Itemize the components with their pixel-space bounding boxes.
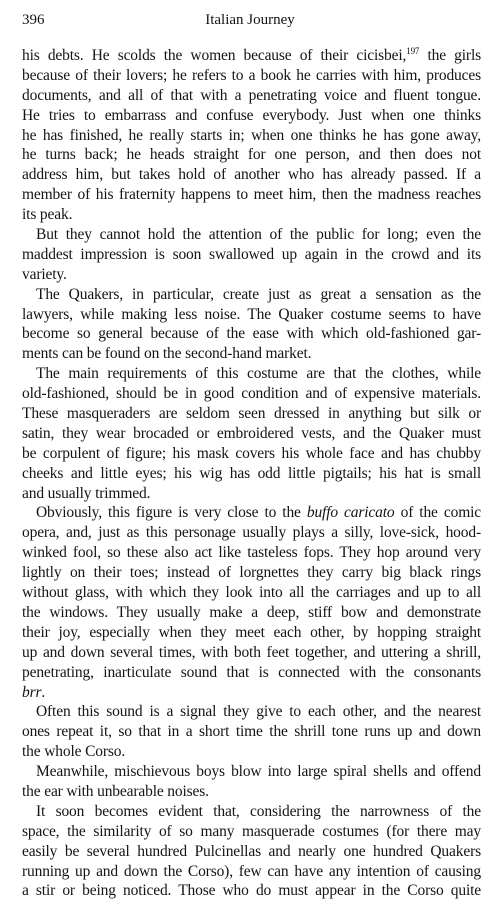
- text-line: [22, 145, 481, 165]
- text-line-content: address him, but takes hold of another who has already passed. If a: [22, 166, 481, 184]
- text-line-content: up and down several times, with both feet together, and uttering a shrill,: [22, 643, 481, 661]
- text-line: [22, 185, 481, 205]
- text-line-content: a stir or being noticed. Those who do must appear in the Corso quite: [22, 882, 481, 900]
- text-line: [22, 165, 481, 185]
- text-line-content: and usually trimmed.: [22, 484, 151, 502]
- text-line: [22, 424, 481, 444]
- text-line-continuation: .: [41, 683, 46, 701]
- text-line: [22, 742, 481, 762]
- text-line-content: It soon becomes evident that, considering the narrowness of the: [36, 802, 481, 820]
- text-line-continuation: the girls: [419, 47, 481, 64]
- text-line: [22, 643, 481, 663]
- text-line: [22, 344, 481, 364]
- text-line: [22, 324, 481, 344]
- text-line-content: penetrating, inarticulate sound that is connected with the consonants: [22, 663, 481, 681]
- text-line: [22, 881, 481, 901]
- text-line: [22, 862, 481, 882]
- text-line-content: The Quakers, in particular, create just as great a sensation as the: [36, 285, 481, 303]
- text-line: [22, 245, 481, 265]
- text-line: [22, 225, 481, 245]
- text-line-content: member of his fraternity happens to meet him, then the madness reaches: [22, 186, 481, 204]
- text-line-content: space, the similarity of so many masquerade costumes (for there may: [22, 822, 481, 840]
- text-line-content: winked fool, so these also act like tasteless fops. They hop around very: [22, 544, 481, 562]
- text-line-content: Obviously, this figure is very close to the: [36, 504, 307, 522]
- text-line-content: lawyers, while making less noise. The Quaker costume seems to have: [22, 305, 481, 323]
- text-line: [22, 265, 481, 285]
- text-line: [22, 46, 481, 66]
- text-line-content: lightly on their toes; instead of lorgnettes they carry big black rings: [22, 564, 481, 582]
- text-line-content: ones repeat it, so that in a short time the shrill tone runs up and down: [22, 723, 481, 741]
- text-line-content: he turns back; he heads straight for one person, and then does not: [22, 146, 481, 164]
- text-line: [22, 285, 481, 305]
- text-line: [22, 802, 481, 822]
- text-line-content: Meanwhile, mischievous boys blow into large spiral shells and offend: [36, 763, 481, 781]
- text-line-content: He tries to embarrass and confuse everybody. Just when one thinks: [22, 106, 481, 124]
- running-title: Italian Journey: [205, 12, 295, 28]
- text-line: [22, 603, 481, 623]
- text-line-content: the windows. They usually make a deep, stiff bow and demonstrate: [22, 603, 481, 621]
- text-line: [22, 205, 481, 225]
- text-line: [22, 762, 481, 782]
- text-line-continuation: of the comic: [394, 504, 481, 522]
- text-line-content: without glass, with which they look into all the carriages and up to all: [22, 584, 481, 602]
- text-line: [22, 623, 481, 643]
- text-line: [22, 503, 481, 523]
- text-line-content: ments can be found on the second-hand market.: [22, 345, 312, 363]
- text-line: [22, 484, 481, 504]
- text-line-content: old-fashioned, should be in good condition and of expensive materials.: [22, 385, 481, 403]
- text-line: [22, 583, 481, 603]
- text-line-content: his debts. He scolds the women because of their cicisbei,: [22, 47, 407, 64]
- text-line-content: the ear with unbearable noises.: [22, 782, 209, 800]
- text-line: [22, 722, 481, 742]
- text-line-content: cheeks and little eyes; his wig has odd little pigtails; his hat is small: [22, 464, 481, 482]
- text-line-content: maddest impression is soon swallowed up again in the crowd and its: [22, 245, 481, 263]
- text-line-content: their joy, especially when they meet each other, by hopping straight: [22, 623, 481, 641]
- text-line: [22, 563, 481, 583]
- text-line: [22, 523, 481, 543]
- text-line: [22, 782, 481, 802]
- text-line-content: These masqueraders are seldom seen dressed in anything but silk or: [22, 405, 481, 423]
- text-line: [22, 384, 481, 404]
- text-line: [22, 702, 481, 722]
- text-line-content: become so general because of the ease with which old-fashioned gar-: [22, 325, 481, 343]
- text-line-content: he has finished, he really starts in; when one thinks he has gone away,: [22, 126, 481, 144]
- italic-term: brr: [22, 683, 42, 701]
- text-line-content: The main requirements of this costume are that the clothes, while: [36, 365, 481, 383]
- text-line-content: easily be several hundred Pulcinellas and nearly one hundred Quakers: [22, 842, 481, 860]
- text-line-content: the whole Corso.: [22, 743, 126, 761]
- text-line: [22, 683, 481, 703]
- text-line-content: running up and down the Corso), few can have any intention of causing: [22, 862, 481, 880]
- text-line-content: satin, they wear brocaded or embroidered vests, and the Quaker must: [22, 424, 481, 442]
- text-line: [22, 126, 481, 146]
- text-line-content: Often this sound is a signal they give to each other, and the nearest: [36, 703, 481, 721]
- text-line-content: But they cannot hold the attention of the public for long; even the: [36, 226, 481, 244]
- text-line: [22, 364, 481, 384]
- italic-term: buffo caricato: [306, 504, 395, 522]
- text-line: [22, 66, 481, 86]
- text-line-content: variety.: [22, 265, 67, 283]
- footnote-marker: 197: [406, 45, 420, 56]
- text-line: [22, 404, 481, 424]
- text-line: [22, 842, 481, 862]
- text-line-content: its peak.: [22, 206, 73, 224]
- page-header: [22, 12, 478, 32]
- body-text: [22, 46, 481, 901]
- text-line: [22, 86, 481, 106]
- text-line: [22, 464, 481, 484]
- text-line: [22, 106, 481, 126]
- text-line: [22, 663, 481, 683]
- text-line-content: opera, and, just as this personage usually plays a silly, love-sick, hood-: [22, 524, 481, 542]
- text-line-content: documents, and all of that with a penetrating voice and fluent tongue.: [22, 86, 481, 104]
- text-line: [22, 444, 481, 464]
- text-line: [22, 305, 481, 325]
- text-line: [22, 822, 481, 842]
- page-number: 396: [22, 12, 45, 28]
- text-line: [22, 543, 481, 563]
- text-line-content: be corpulent of figure; his mask covers his whole face and has chubby: [22, 444, 481, 462]
- text-line-content: because of their lovers; he refers to a book he carries with him, produces: [22, 66, 481, 84]
